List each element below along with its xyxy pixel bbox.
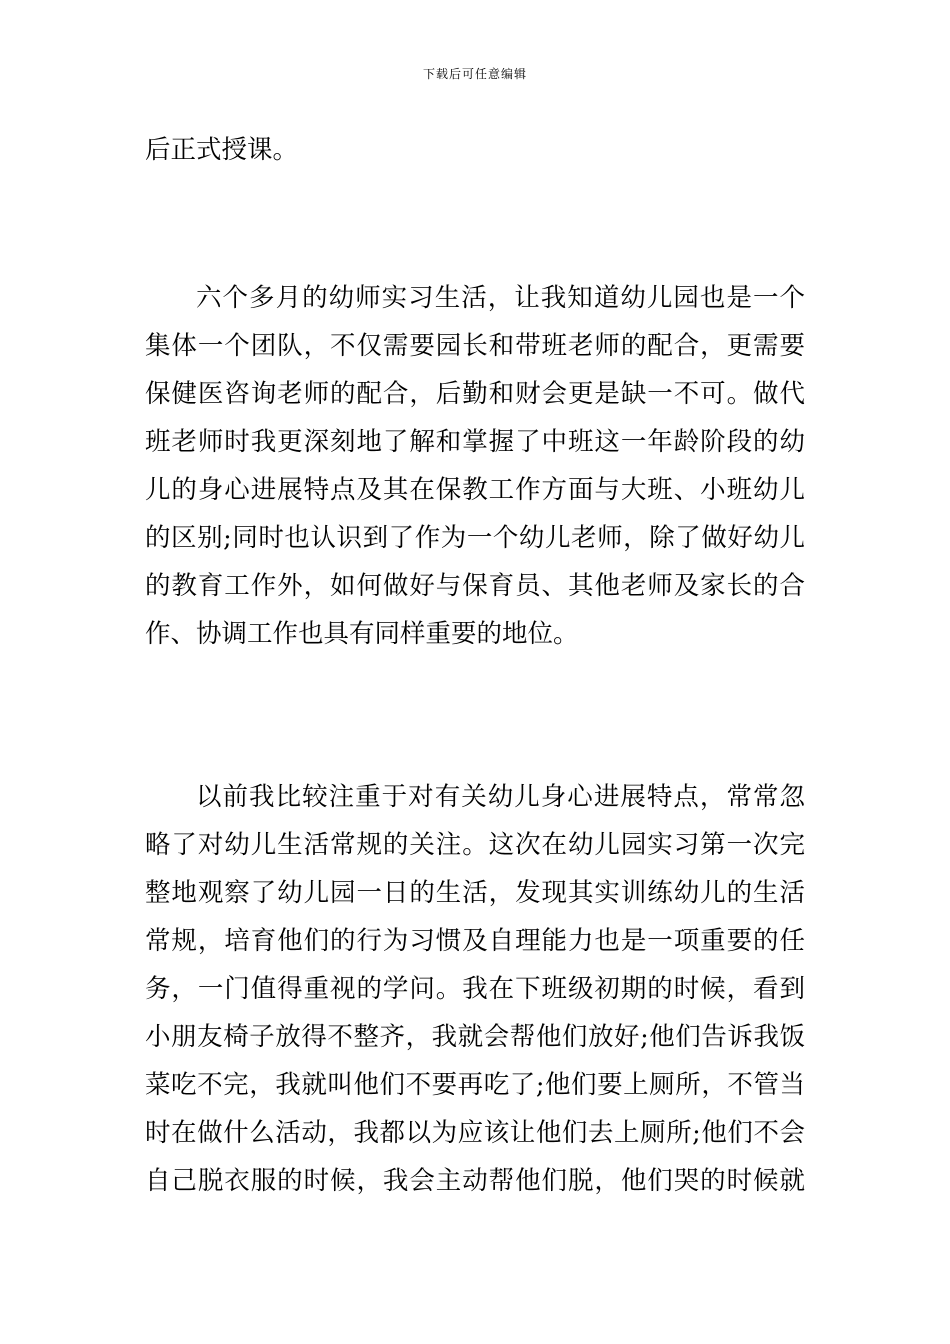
page-header-note: 下载后可任意编辑	[422, 67, 527, 81]
paragraph-line: 菜吃不完，我就叫他们不要再吃了;他们要上厕所，不管当	[145, 1070, 805, 1100]
paragraph-line: 的区别;同时也认识到了作为一个幼儿老师，除了做好幼儿	[145, 523, 805, 553]
paragraph-line: 小朋友椅子放得不整齐，我就会帮他们放好;他们告诉我饭	[145, 1022, 805, 1052]
paragraph-line: 务，一门值得重视的学问。我在下班级初期的时候，看到	[145, 974, 805, 1004]
paragraph-line: 略了对幼儿生活常规的关注。这次在幼儿园实习第一次完	[145, 830, 805, 860]
paragraph-line: 以前我比较注重于对有关幼儿身心进展特点，常常忽	[196, 782, 805, 812]
paragraph-line: 集体一个团队，不仅需要园长和带班老师的配合，更需要	[145, 331, 805, 361]
paragraph-line: 时在做什么活动，我都以为应该让他们去上厕所;他们不会	[145, 1118, 805, 1148]
paragraph-line: 自己脱衣服的时候，我会主动帮他们脱，他们哭的时候就	[145, 1166, 805, 1196]
paragraph-1	[145, 274, 805, 658]
paragraph-line: 作、协调工作也具有同样重要的地位。	[145, 619, 579, 649]
paragraph-line: 儿的身心进展特点及其在保教工作方面与大班、小班幼儿	[145, 475, 805, 505]
fragment-paragraph	[145, 126, 805, 174]
paragraph-line: 六个多月的幼师实习生活，让我知道幼儿园也是一个	[196, 283, 805, 313]
paragraph-2	[145, 773, 805, 1205]
paragraph-line: 整地观察了幼儿园一日的生活，发现其实训练幼儿的生活	[145, 878, 805, 908]
paragraph-line: 常规，培育他们的行为习惯及自理能力也是一项重要的任	[145, 926, 805, 956]
paragraph-line: 保健医咨询老师的配合，后勤和财会更是缺一不可。做代	[145, 379, 805, 409]
paragraph-line: 的教育工作外，如何做好与保育员、其他老师及家长的合	[145, 571, 805, 601]
paragraph-line: 班老师时我更深刻地了解和掌握了中班这一年龄阶段的幼	[145, 427, 805, 457]
fragment-line: 后正式授课。	[145, 135, 299, 165]
